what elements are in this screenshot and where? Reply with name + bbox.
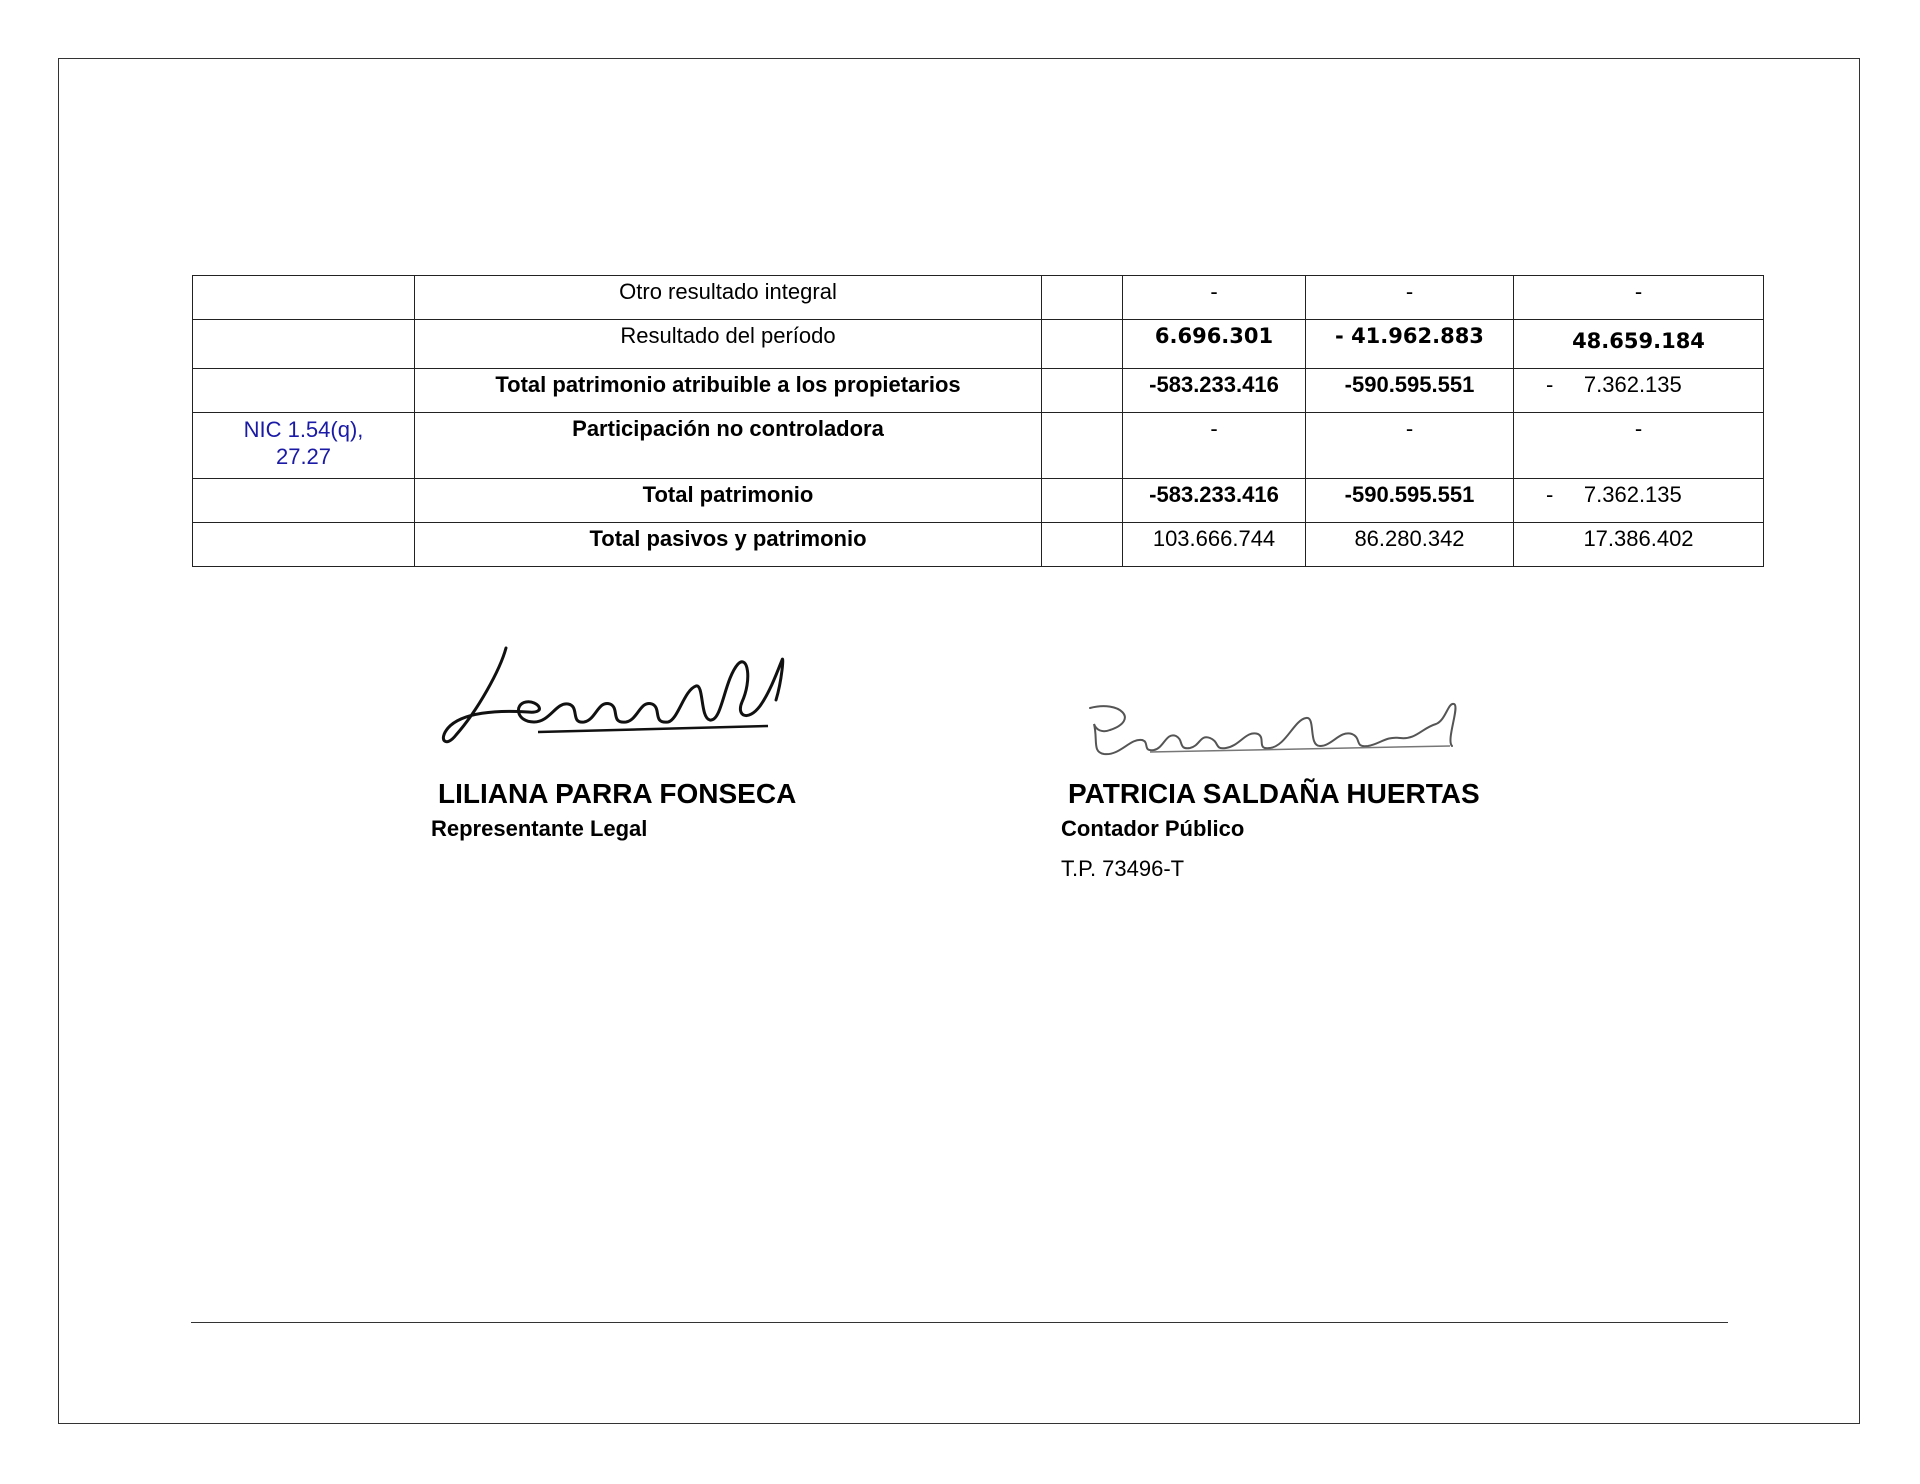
signature-left [438, 640, 848, 760]
note-cell [1042, 276, 1123, 320]
equity-table [192, 275, 1764, 567]
value-cell-previous: - 41.962.883 [1306, 320, 1514, 369]
value-cell-previous: -590.595.551 [1306, 479, 1514, 523]
value-cell-previous: - [1306, 413, 1514, 479]
value-cell-current: - [1123, 413, 1306, 479]
signature-right [1050, 700, 1520, 770]
table-row [193, 523, 1764, 567]
row-label: Total patrimonio atribuible a los propietarios [415, 369, 1042, 413]
table-row [193, 320, 1764, 369]
reference-cell [193, 320, 415, 369]
value-cell-current: -583.233.416 [1123, 369, 1306, 413]
table-row [193, 479, 1764, 523]
page-border [58, 58, 1860, 1424]
value-cell-previous: -590.595.551 [1306, 369, 1514, 413]
value-cell-previous: - [1306, 276, 1514, 320]
signatory-role-right: Contador Público [1061, 816, 1245, 841]
note-cell [1042, 523, 1123, 567]
note-cell [1042, 413, 1123, 479]
table-row [193, 413, 1764, 479]
value-cell-variation: - 7.362.135 [1514, 369, 1764, 413]
row-label: Resultado del período [415, 320, 1042, 369]
row-label: Otro resultado integral [415, 276, 1042, 320]
value-cell-variation: - [1514, 276, 1764, 320]
table-row [193, 276, 1764, 320]
note-cell [1042, 320, 1123, 369]
note-cell [1042, 369, 1123, 413]
reference-cell [193, 369, 415, 413]
signatory-name-right: PATRICIA SALDAÑA HUERTAS [1068, 778, 1480, 809]
value-cell-current: -583.233.416 [1123, 479, 1306, 523]
signatory-role-left: Representante Legal [431, 816, 648, 841]
reference-cell [193, 479, 415, 523]
footer-divider [191, 1322, 1728, 1323]
reference-cell [193, 276, 415, 320]
value-cell-current: 6.696.301 [1123, 320, 1306, 369]
value-cell-current: 103.666.744 [1123, 523, 1306, 567]
table-row [193, 369, 1764, 413]
value-cell-previous: 86.280.342 [1306, 523, 1514, 567]
value-cell-current: - [1123, 276, 1306, 320]
value-cell-variation: 48.659.184 [1514, 320, 1764, 369]
note-cell [1042, 479, 1123, 523]
value-cell-variation: - 7.362.135 [1514, 479, 1764, 523]
reference-cell: NIC 1.54(q), 27.27 [193, 413, 415, 479]
signatory-name-left: LILIANA PARRA FONSECA [438, 778, 797, 809]
row-label: Participación no controladora [415, 413, 1042, 479]
value-cell-variation: 17.386.402 [1514, 523, 1764, 567]
row-label: Total patrimonio [415, 479, 1042, 523]
professional-card-number: T.P. 73496-T [1061, 856, 1185, 881]
row-label: Total pasivos y patrimonio [415, 523, 1042, 567]
reference-cell [193, 523, 415, 567]
value-cell-variation: - [1514, 413, 1764, 479]
